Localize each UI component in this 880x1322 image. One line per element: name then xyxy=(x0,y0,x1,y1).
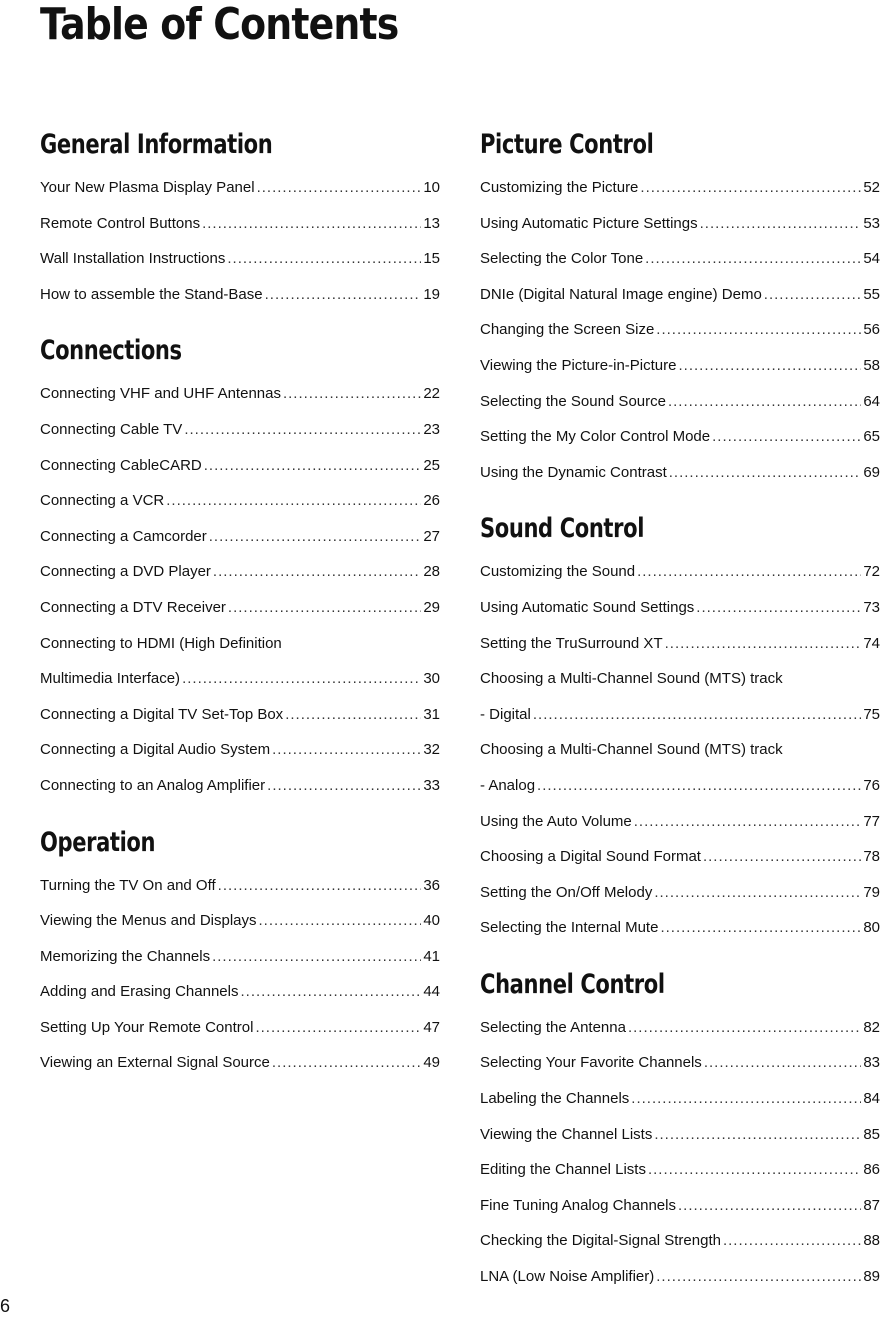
toc-entry-page: 72 xyxy=(863,563,880,581)
toc-entry[interactable] xyxy=(480,839,880,875)
toc-entry-page: 89 xyxy=(863,1268,880,1286)
toc-entry[interactable] xyxy=(480,875,880,911)
toc-entry-page: 53 xyxy=(863,214,880,232)
dot-leader xyxy=(654,1117,861,1153)
toc-entry-label: Connecting a Digital TV Set-Top Box xyxy=(40,705,284,723)
toc-entry[interactable] xyxy=(40,868,440,904)
toc-entry[interactable] xyxy=(480,768,880,804)
toc-entry-label: Connecting Cable TV xyxy=(40,420,183,438)
dot-leader xyxy=(665,626,862,662)
toc-entry[interactable] xyxy=(480,1010,880,1046)
toc-entry[interactable] xyxy=(480,910,880,946)
toc-entry-label: Setting the TruSurround XT xyxy=(480,634,663,652)
toc-entry-page: 47 xyxy=(423,1018,440,1036)
toc-entry-page: 76 xyxy=(863,776,880,794)
toc-entry-page: 40 xyxy=(423,912,440,930)
toc-entry-label: Using the Dynamic Contrast xyxy=(480,463,667,481)
toc-entry-page: 56 xyxy=(863,321,880,339)
toc-entry-page: 30 xyxy=(423,670,440,688)
toc-entry-label: Adding and Erasing Channels xyxy=(40,983,239,1001)
toc-entry[interactable] xyxy=(40,241,440,277)
toc-entry[interactable] xyxy=(480,1045,880,1081)
dot-leader xyxy=(637,554,861,590)
toc-entry-page: 58 xyxy=(863,356,880,374)
toc-entry-label: Using Automatic Sound Settings xyxy=(480,598,695,616)
toc-entry-label: Connecting a VCR xyxy=(40,492,165,510)
toc-entry[interactable] xyxy=(480,661,880,697)
toc-entry-page: 79 xyxy=(863,883,880,901)
toc-entry-label: Connecting to HDMI (High Definition xyxy=(40,634,282,652)
toc-entry-page: 55 xyxy=(863,285,880,303)
toc-entry-label: Connecting a Camcorder xyxy=(40,527,207,545)
toc-entry-label: Choosing a Digital Sound Format xyxy=(480,848,701,866)
toc-right-column xyxy=(480,128,880,1317)
dot-leader xyxy=(272,732,421,768)
dot-leader xyxy=(240,974,421,1010)
toc-section-picture-control xyxy=(480,128,880,490)
dot-leader xyxy=(204,448,422,484)
toc-entry-label: Using Automatic Picture Settings xyxy=(480,214,698,232)
toc-entry-page: 49 xyxy=(423,1054,440,1072)
toc-entry-label: Selecting the Color Tone xyxy=(480,250,644,268)
toc-section-operation xyxy=(40,826,440,1082)
toc-entry-label: Connecting to an Analog Amplifier xyxy=(40,776,266,794)
dot-leader xyxy=(255,1010,421,1046)
toc-entry-page: 52 xyxy=(863,179,880,196)
section-heading: General Information xyxy=(40,129,273,160)
toc-section-channel-control xyxy=(480,968,880,1295)
dot-leader xyxy=(678,1188,861,1224)
toc-entry[interactable] xyxy=(40,974,440,1010)
toc-entry-label: Choosing a Multi-Channel Sound (MTS) track xyxy=(480,741,783,759)
dot-leader xyxy=(212,939,421,975)
dot-leader xyxy=(631,1081,861,1117)
toc-entry-label: Customizing the Picture xyxy=(480,179,639,196)
toc-entry[interactable] xyxy=(480,312,880,348)
dot-leader xyxy=(283,376,421,412)
dot-leader xyxy=(712,419,861,455)
toc-entry-page: 33 xyxy=(423,776,440,794)
toc-entry-page: 32 xyxy=(423,741,440,759)
toc-entry[interactable] xyxy=(40,697,440,733)
dot-leader xyxy=(648,1152,861,1188)
toc-entry[interactable] xyxy=(480,804,880,840)
dot-leader xyxy=(265,277,422,313)
toc-entry-page: 75 xyxy=(863,705,880,723)
toc-entry-page: 54 xyxy=(863,250,880,268)
toc-entry-page: 22 xyxy=(423,385,440,403)
toc-entry-label: Viewing the Channel Lists xyxy=(480,1125,653,1143)
dot-leader xyxy=(640,170,861,206)
toc-entry-label: Selecting Your Favorite Channels xyxy=(480,1054,702,1072)
toc-entry[interactable] xyxy=(40,448,440,484)
toc-entry[interactable] xyxy=(40,626,440,662)
toc-entry[interactable] xyxy=(480,1117,880,1153)
toc-entry[interactable] xyxy=(40,277,440,313)
toc-entry-label: Your New Plasma Display Panel xyxy=(40,179,255,196)
dot-leader xyxy=(669,455,862,491)
dot-leader xyxy=(533,697,861,733)
toc-entry[interactable] xyxy=(480,732,880,768)
toc-entry-label: Viewing the Menus and Displays xyxy=(40,912,257,930)
toc-entry-label: Setting the On/Off Melody xyxy=(480,883,653,901)
toc-entry[interactable] xyxy=(480,697,880,733)
toc-left-column xyxy=(40,128,440,1103)
dot-leader xyxy=(700,206,862,242)
toc-entry-label: Customizing the Sound xyxy=(480,563,636,581)
toc-entry[interactable] xyxy=(40,376,440,412)
dot-leader xyxy=(703,839,861,875)
toc-entry-label: Choosing a Multi-Channel Sound (MTS) track xyxy=(480,670,783,688)
toc-entry[interactable] xyxy=(40,590,440,626)
toc-entry-page: 86 xyxy=(863,1161,880,1179)
toc-entry-page: 83 xyxy=(863,1054,880,1072)
toc-entry-page: 87 xyxy=(863,1196,880,1214)
dot-leader xyxy=(704,1045,862,1081)
toc-entry-label: Turning the TV On and Off xyxy=(40,876,216,894)
dot-leader xyxy=(654,875,861,911)
toc-entry[interactable] xyxy=(40,554,440,590)
toc-entry-label: Multimedia Interface) xyxy=(40,670,181,688)
toc-entry-page: 19 xyxy=(423,285,440,303)
toc-entry[interactable] xyxy=(480,1152,880,1188)
toc-entry-label: Memorizing the Channels xyxy=(40,947,211,965)
toc-entry-page: 82 xyxy=(863,1018,880,1036)
toc-entry[interactable] xyxy=(480,241,880,277)
toc-entry-label: Changing the Screen Size xyxy=(480,321,655,339)
toc-entry-label: Fine Tuning Analog Channels xyxy=(480,1196,676,1214)
toc-entry-label: Selecting the Antenna xyxy=(480,1018,626,1036)
toc-entry-label: Checking the Digital-Signal Strength xyxy=(480,1232,721,1250)
toc-entry-label: Selecting the Sound Source xyxy=(480,392,666,410)
section-heading: Picture Control xyxy=(480,129,654,160)
toc-entry[interactable] xyxy=(40,732,440,768)
toc-entry[interactable] xyxy=(480,419,880,455)
dot-leader xyxy=(202,206,421,242)
toc-entry-page: 31 xyxy=(423,705,440,723)
toc-entry-page: 88 xyxy=(863,1232,880,1250)
toc-entry-label: Editing the Channel Lists xyxy=(480,1161,646,1179)
toc-entry-page: 26 xyxy=(423,492,440,510)
toc-entry-label: Setting Up Your Remote Control xyxy=(40,1018,254,1036)
toc-entry[interactable] xyxy=(480,590,880,626)
toc-entry-page: 74 xyxy=(863,634,880,652)
toc-entry[interactable] xyxy=(480,626,880,662)
dot-leader xyxy=(660,910,861,946)
toc-entry-label: Wall Installation Instructions xyxy=(40,250,226,268)
toc-section-connections xyxy=(40,334,440,803)
toc-entry[interactable] xyxy=(40,483,440,519)
dot-leader xyxy=(656,312,861,348)
dot-leader xyxy=(764,277,862,313)
toc-entry-label: - Digital xyxy=(480,705,531,723)
toc-entry-page: 77 xyxy=(863,812,880,830)
toc-entry[interactable] xyxy=(40,1010,440,1046)
dot-leader xyxy=(218,868,422,904)
section-heading: Channel Control xyxy=(480,968,665,1000)
toc-entry-label: DNIe (Digital Natural Image engine) Demo xyxy=(480,285,762,303)
dot-leader xyxy=(668,384,861,420)
dot-leader xyxy=(209,519,422,555)
toc-entry-page: 10 xyxy=(423,179,440,196)
toc-entry-page: 28 xyxy=(423,563,440,581)
toc-entry-page: 13 xyxy=(423,214,440,232)
dot-leader xyxy=(227,241,421,277)
toc-entry-label: Connecting a Digital Audio System xyxy=(40,741,271,759)
dot-leader xyxy=(228,590,421,626)
dot-leader xyxy=(645,241,861,277)
toc-entry[interactable] xyxy=(40,1045,440,1081)
toc-entry[interactable] xyxy=(480,170,880,206)
toc-entry-label: Setting the My Color Control Mode xyxy=(480,428,711,446)
section-heading: Sound Control xyxy=(480,513,645,545)
toc-entry[interactable] xyxy=(40,661,440,697)
toc-entry-page: 29 xyxy=(423,598,440,616)
dot-leader xyxy=(656,1259,861,1295)
toc-entry-label: How to assemble the Stand-Base xyxy=(40,285,263,303)
dot-leader xyxy=(184,412,421,448)
dot-leader xyxy=(267,768,421,804)
toc-entry-page: 84 xyxy=(863,1090,880,1108)
toc-entry-page: 73 xyxy=(863,598,880,616)
toc-entry-label: Connecting a DTV Receiver xyxy=(40,598,226,616)
toc-entry-label: Labeling the Channels xyxy=(480,1090,630,1108)
toc-entry-page: 15 xyxy=(423,250,440,268)
toc-entry[interactable] xyxy=(480,1081,880,1117)
toc-entry-page: 80 xyxy=(863,919,880,937)
dot-leader xyxy=(213,554,421,590)
toc-entry-page: 27 xyxy=(423,527,440,545)
dot-leader xyxy=(272,1045,421,1081)
section-heading: Connections xyxy=(40,335,182,367)
dot-leader xyxy=(634,804,862,840)
toc-entry-page: 41 xyxy=(423,947,440,965)
toc-entry-label: Viewing an External Signal Source xyxy=(40,1054,270,1072)
toc-entry-page: 25 xyxy=(423,456,440,474)
toc-entry[interactable] xyxy=(480,1223,880,1259)
toc-entry-page: 44 xyxy=(423,983,440,1001)
toc-entry[interactable] xyxy=(480,384,880,420)
toc-section-sound-control xyxy=(480,512,880,946)
toc-entry-label: Using the Auto Volume xyxy=(480,812,632,830)
toc-entry-label: Connecting a DVD Player xyxy=(40,563,211,581)
toc-entry-label: Selecting the Internal Mute xyxy=(480,919,659,937)
toc-entry-page: 65 xyxy=(863,428,880,446)
dot-leader xyxy=(723,1223,861,1259)
toc-entry-label: Connecting CableCARD xyxy=(40,456,202,474)
toc-entry-label: - Analog xyxy=(480,776,536,794)
toc-entry[interactable] xyxy=(40,170,440,206)
toc-entry-label: Viewing the Picture-in-Picture xyxy=(480,356,677,374)
toc-entry[interactable] xyxy=(480,1259,880,1295)
page-number: 6 xyxy=(0,1296,11,1316)
toc-entry-page: 36 xyxy=(423,876,440,894)
toc-entry[interactable] xyxy=(40,206,440,242)
toc-entry[interactable] xyxy=(480,206,880,242)
toc-entry[interactable] xyxy=(40,412,440,448)
dot-leader xyxy=(696,590,861,626)
toc-entry-page: 85 xyxy=(863,1125,880,1143)
toc-entry-label: Connecting VHF and UHF Antennas xyxy=(40,385,281,403)
toc-entry[interactable] xyxy=(40,939,440,975)
dot-leader xyxy=(285,697,421,733)
toc-entry[interactable] xyxy=(480,554,880,590)
toc-entry-label: Remote Control Buttons xyxy=(40,214,201,232)
toc-entry[interactable] xyxy=(40,903,440,939)
toc-section-general-information xyxy=(40,128,440,312)
dot-leader xyxy=(259,903,422,939)
dot-leader xyxy=(537,768,861,804)
dot-leader xyxy=(257,170,422,206)
dot-leader xyxy=(166,483,421,519)
toc-entry-page: 64 xyxy=(863,392,880,410)
dot-leader xyxy=(628,1010,861,1046)
toc-entry[interactable] xyxy=(40,768,440,804)
dot-leader xyxy=(678,348,861,384)
toc-entry-page: 69 xyxy=(863,463,880,481)
toc-entry[interactable] xyxy=(480,455,880,491)
section-heading: Operation xyxy=(40,826,156,858)
toc-entry[interactable] xyxy=(480,348,880,384)
toc-entry-page: 23 xyxy=(423,420,440,438)
dot-leader xyxy=(182,661,421,697)
page-title: Table of Contents xyxy=(40,0,399,50)
toc-entry-label: LNA (Low Noise Amplifier) xyxy=(480,1268,655,1286)
toc-entry[interactable] xyxy=(480,277,880,313)
toc-entry-page: 78 xyxy=(863,848,880,866)
toc-entry[interactable] xyxy=(480,1188,880,1224)
toc-entry[interactable] xyxy=(40,519,440,555)
